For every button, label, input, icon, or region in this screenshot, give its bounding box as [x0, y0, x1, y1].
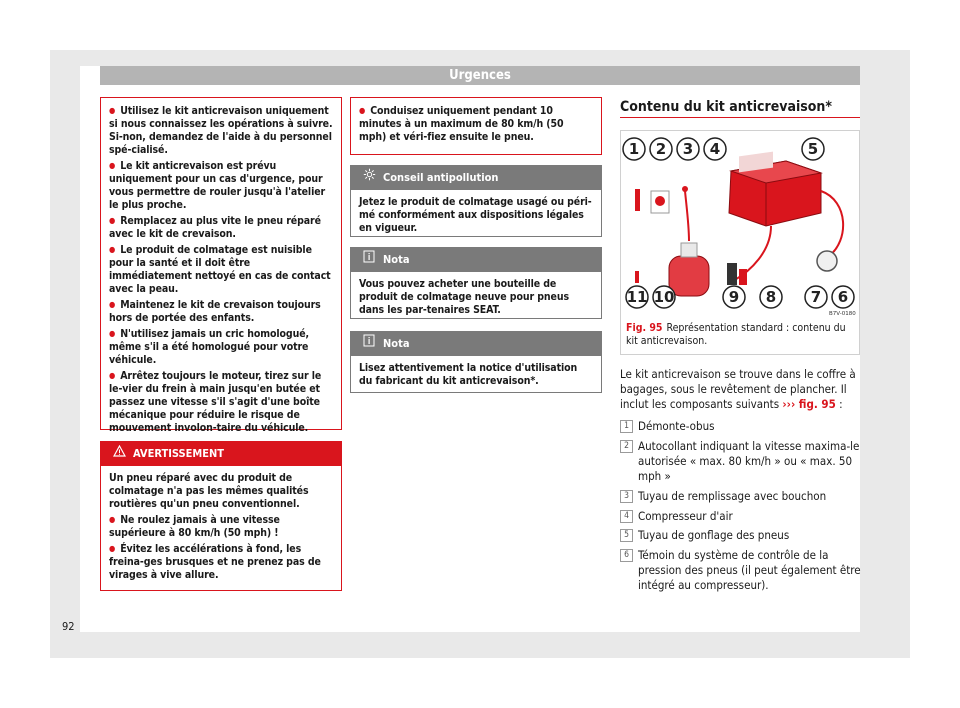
figure-caption: Fig. 95 Représentation standard : contenu du kit anticrevaison.	[626, 322, 846, 347]
bullet-item: ● Arrêtez toujours le moteur, tirez sur le le-vier du frein à main jusqu'en butée et passez une vitesse s'il s'agit d'une boîte mécanique pour réduire le risque de mouvement involon-taire du véhicule.	[109, 370, 333, 435]
eco-tip-box	[350, 165, 602, 237]
info-icon	[361, 332, 377, 356]
bullet-item: ● Utilisez le kit anticrevaison uniquement si nous connaissez les opérations à suivre. Si-non, demandez de l'aide à du personnel spé-cialisé.	[109, 105, 333, 157]
safety-bullets-box	[100, 97, 342, 434]
warning-title: AVERTISSEMENT	[133, 447, 225, 460]
eco-tip-header	[351, 166, 601, 190]
callout-8: 8	[765, 288, 777, 306]
nota-header	[351, 248, 601, 272]
figure-code: B7V-0180	[829, 311, 856, 317]
callout-3: 3	[682, 140, 694, 158]
chapter-header: Urgences	[100, 66, 860, 85]
item-number: 6	[620, 549, 633, 562]
bullet-item: ● Évitez les accélérations à fond, les freina-ges brusques et ne prenez pas de virages à vive allure.	[109, 543, 333, 582]
callout-6: 6	[837, 288, 849, 306]
callout-5: 5	[807, 140, 819, 158]
warning-intro: Un pneu réparé avec du produit de colmatage n'a pas les mêmes qualités routières qu'un pneu conventionnel.	[109, 472, 309, 510]
warning-header	[101, 442, 341, 466]
bullet-item: ● Le produit de colmatage est nuisible pour la santé et il doit être immédiatement nettoyé en cas de contact avec la peau.	[109, 244, 333, 296]
section-title: Contenu du kit anticrevaison*	[620, 99, 832, 115]
list-item: Tuyau de remplissage avec bouchon	[638, 489, 827, 503]
callout-10: 10	[653, 288, 675, 306]
bullet-item: ● N'utilisez jamais un cric homologué, même s'il a été homologué pour votre véhicule.	[109, 328, 333, 367]
kit-intro: Le kit anticrevaison se trouve dans le coffre à bagages, sous le revêtement de plancher. Il inclut les composants suivants ››› fig. 95 :	[620, 367, 856, 411]
leaf-icon	[361, 166, 377, 190]
callout-4: 4	[709, 140, 721, 158]
kit-illustration	[621, 131, 859, 317]
nota-text: Lisez attentivement la notice d'utilisation du fabricant du kit anticrevaison*.	[359, 362, 578, 387]
bullet-item: ● Conduisez uniquement pendant 10 minutes à un maximum de 80 km/h (50 mph) et véri-fiez ensuite le pneu.	[359, 105, 593, 144]
nota-box-2	[350, 331, 602, 393]
callout-1: 1	[628, 140, 640, 158]
nota-title: Nota	[383, 253, 410, 266]
info-icon	[361, 248, 377, 272]
list-item: Compresseur d'air	[638, 509, 733, 523]
nota-box-1	[350, 247, 602, 319]
item-number: 3	[620, 490, 633, 503]
item-number: 4	[620, 510, 633, 523]
driving-bullet-box	[350, 97, 602, 155]
callout-2: 2	[655, 140, 667, 158]
bullet-item: ● Le kit anticrevaison est prévu uniquement pour un cas d'urgence, pour vous permettre de rouler jusqu'à l'atelier le plus proche.	[109, 160, 333, 212]
callout-9: 9	[728, 288, 740, 306]
list-item: Tuyau de gonflage des pneus	[638, 528, 790, 542]
list-item: Démonte-obus	[638, 419, 715, 433]
callout-11: 11	[626, 288, 648, 306]
bullet-item: ● Maintenez le kit de crevaison toujours hors de portée des enfants.	[109, 299, 333, 325]
eco-tip-text: Jetez le produit de colmatage usagé ou péri-mé conformément aux dispositions légales en vigueur.	[359, 196, 592, 234]
list-item: Témoin du système de contrôle de la pression des pneus (il peut également être intégré au compresseur).	[638, 548, 861, 592]
item-number: 5	[620, 529, 633, 542]
eco-tip-title: Conseil antipollution	[383, 171, 499, 184]
warning-box	[100, 441, 342, 591]
page-number: 92	[62, 620, 75, 633]
list-item: Autocollant indiquant la vitesse maxima-le autorisée « max. 80 km/h » ou « max. 50 mph »	[638, 439, 860, 483]
nota-text: Vous pouvez acheter une bouteille de produit de colmatage neuve pour pneus dans les par-tenaires SEAT.	[359, 278, 569, 316]
warning-triangle-icon	[111, 442, 127, 466]
title-rule	[620, 117, 860, 118]
item-number: 2	[620, 440, 633, 453]
bullet-item: ● Remplacez au plus vite le pneu réparé avec le kit de crevaison.	[109, 215, 333, 241]
figure-reference[interactable]: ››› fig. 95	[782, 397, 836, 411]
nota-title: Nota	[383, 337, 410, 350]
callout-7: 7	[810, 288, 822, 306]
nota-header	[351, 332, 601, 356]
item-number: 1	[620, 420, 633, 433]
bullet-item: ● Ne roulez jamais à une vitesse supérieure à 80 km/h (50 mph) !	[109, 514, 333, 540]
